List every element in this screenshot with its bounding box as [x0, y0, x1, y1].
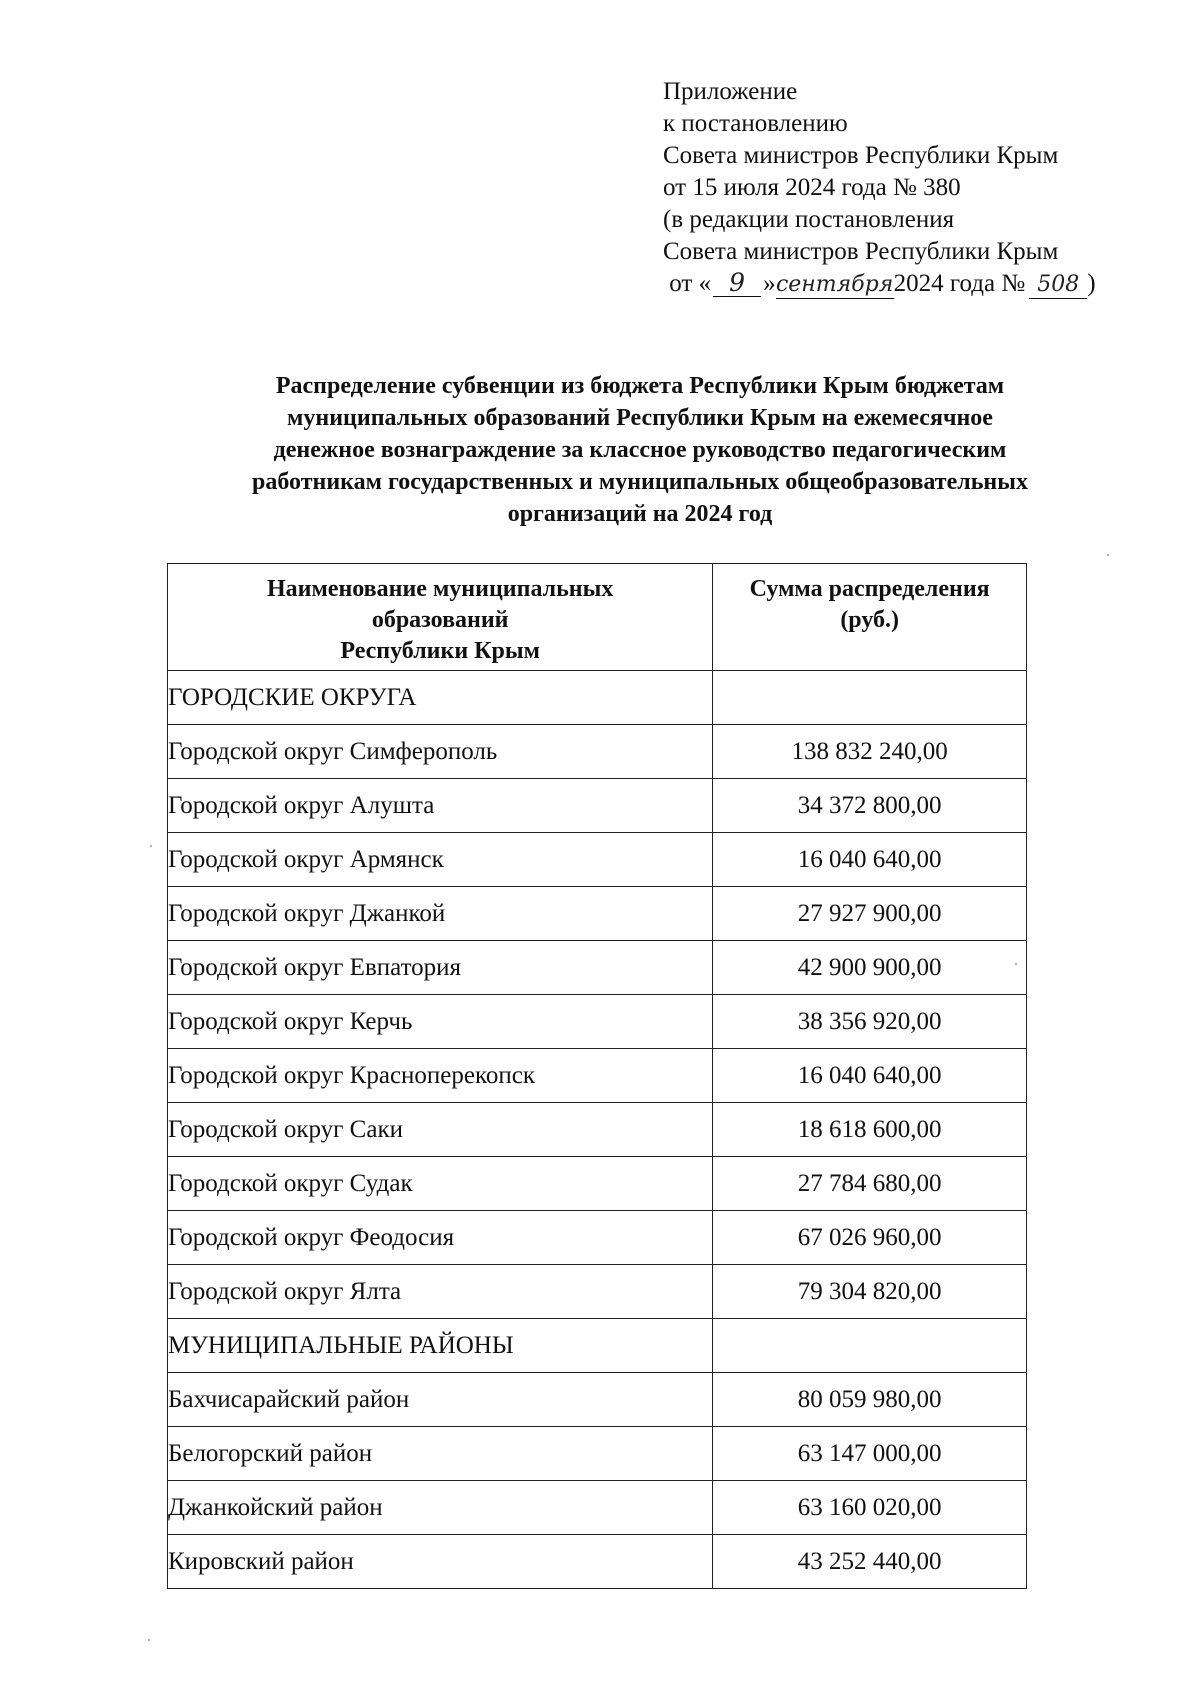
table-row — [168, 1211, 1027, 1265]
table-row — [168, 1535, 1027, 1589]
amount-cell: 79 304 820,00 — [713, 1265, 1027, 1319]
municipality-name-cell: Городской округ Симферополь — [168, 725, 713, 779]
appendix-line: к постановлению — [663, 110, 848, 137]
scan-speck — [150, 845, 152, 847]
title-line: муниципальных образований Республики Крым на ежемесячное — [287, 405, 993, 431]
section-header-row — [168, 1319, 1027, 1373]
appendix-line: Приложение — [663, 78, 798, 105]
municipality-name-cell: Городской округ Керчь — [168, 995, 713, 1049]
amount-cell: 138 832 240,00 — [713, 725, 1027, 779]
header-sum-line: Сумма распределения — [749, 576, 990, 602]
municipality-name-cell: Городской округ Красноперекопск — [168, 1049, 713, 1103]
date-year: 2024 года № — [893, 270, 1026, 297]
header-name-line: Наименование муниципальных — [266, 576, 614, 602]
amount-cell: 27 784 680,00 — [713, 1157, 1027, 1211]
table-header-row — [168, 564, 1027, 671]
amount-cell: 34 372 800,00 — [713, 779, 1027, 833]
amount-cell — [713, 1319, 1027, 1373]
scan-speck — [1015, 963, 1017, 965]
municipality-name-cell: ГОРОДСКИЕ ОКРУГА — [168, 671, 713, 725]
amount-cell: 42 900 900,00 — [713, 941, 1027, 995]
appendix-line: Совета министров Республики Крым — [663, 142, 1059, 169]
municipality-name-cell: Городской округ Джанкой — [168, 887, 713, 941]
municipality-name-cell: Городской округ Феодосия — [168, 1211, 713, 1265]
table-row — [168, 833, 1027, 887]
table-row — [168, 887, 1027, 941]
scan-speck — [1107, 554, 1109, 556]
municipality-name-cell: Джанкойский район — [168, 1481, 713, 1535]
table-row — [168, 1481, 1027, 1535]
municipality-name-cell: Городской округ Судак — [168, 1157, 713, 1211]
appendix-line: (в редакции постановления — [663, 206, 955, 233]
header-name-line: образований — [371, 607, 509, 633]
table-row — [168, 779, 1027, 833]
title-line: Распределение субвенции из бюджета Республики Крым бюджетам — [275, 373, 1005, 399]
handwritten-month: сентября — [775, 272, 894, 297]
amount-cell: 80 059 980,00 — [713, 1373, 1027, 1427]
municipality-name-cell: Городской округ Ялта — [168, 1265, 713, 1319]
amount-cell: 38 356 920,00 — [713, 995, 1027, 1049]
appendix-line: от 15 июля 2024 года № 380 — [663, 174, 961, 201]
amount-cell: 16 040 640,00 — [713, 1049, 1027, 1103]
distribution-table — [167, 563, 1027, 1589]
municipality-name-cell: Белогорский район — [168, 1427, 713, 1481]
header-name-line: Республики Крым — [340, 638, 540, 664]
table-row — [168, 725, 1027, 779]
municipality-name-cell: Бахчисарайский район — [168, 1373, 713, 1427]
municipality-name-cell: МУНИЦИПАЛЬНЫЕ РАЙОНЫ — [168, 1319, 713, 1373]
amount-cell: 67 026 960,00 — [713, 1211, 1027, 1265]
title-line: организаций на 2024 год — [507, 501, 773, 527]
header-sum-cell — [713, 564, 1027, 671]
table-row — [168, 995, 1027, 1049]
amount-cell: 63 160 020,00 — [713, 1481, 1027, 1535]
municipality-name-cell: Городской округ Саки — [168, 1103, 713, 1157]
municipality-name-cell: Городской округ Евпатория — [168, 941, 713, 995]
title-line: денежное вознаграждение за классное руководство педагогическим — [273, 437, 1007, 463]
date-close: ) — [1087, 270, 1096, 297]
header-name-cell — [168, 564, 713, 671]
table-row — [168, 941, 1027, 995]
table-row — [168, 1103, 1027, 1157]
title-line: работникам государственных и муниципальных общеобразовательных — [252, 469, 1028, 495]
amount-cell: 16 040 640,00 — [713, 833, 1027, 887]
scan-speck — [148, 1639, 150, 1641]
table-row — [168, 1427, 1027, 1481]
header-sum-line: (руб.) — [840, 607, 900, 633]
date-prefix: от « — [669, 270, 712, 297]
amount-cell: 27 927 900,00 — [713, 887, 1027, 941]
amount-cell — [713, 671, 1027, 725]
date-mid: » — [763, 270, 776, 297]
amendment-date-line — [663, 268, 1096, 300]
handwritten-number: 508 — [1029, 272, 1087, 299]
appendix-block — [663, 76, 1096, 300]
municipality-name-cell: Кировский район — [168, 1535, 713, 1589]
table-row — [168, 1265, 1027, 1319]
section-header-row — [168, 671, 1027, 725]
amount-cell: 18 618 600,00 — [713, 1103, 1027, 1157]
municipality-name-cell: Городской округ Армянск — [168, 833, 713, 887]
table-row — [168, 1373, 1027, 1427]
appendix-line: Совета министров Республики Крым — [663, 238, 1059, 265]
table-row — [168, 1157, 1027, 1211]
document-title — [170, 370, 1110, 530]
municipality-name-cell: Городской округ Алушта — [168, 779, 713, 833]
amount-cell: 63 147 000,00 — [713, 1427, 1027, 1481]
amount-cell: 43 252 440,00 — [713, 1535, 1027, 1589]
table-row — [168, 1049, 1027, 1103]
handwritten-day: 9 — [713, 270, 761, 297]
